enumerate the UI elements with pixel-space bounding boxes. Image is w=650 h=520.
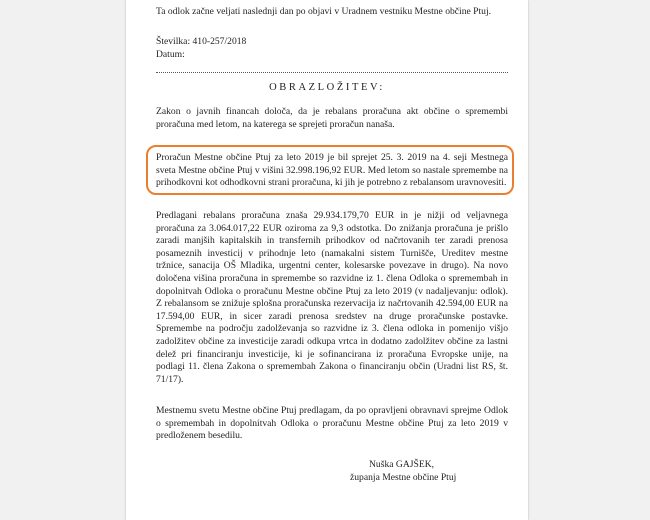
paragraph-2-highlighted: Proračun Mestne občine Ptuj za leto 2019 je bil sprejet 25. 3. 2019 na 4. seji Mestnega sveta Mestne občine Ptuj v višini 32.998.196,92 EUR. Med letom so nastale spremembe na prihodkovni kot odhodkovni strani proračuna, ki jih je potrebno z rebalansom uravnovesiti.	[156, 152, 508, 189]
document-page	[126, 0, 528, 520]
dotted-separator	[156, 72, 508, 73]
section-heading: OBRAZLOŽITEV:	[269, 82, 385, 93]
intro-text: Ta odlok začne veljati naslednji dan po objavi v Uradnem vestniku Mestne občine Ptuj.	[156, 6, 492, 17]
paragraph-4: Mestnemu svetu Mestne občine Ptuj predlagam, da po opravljeni obravnavi sprejme Odlok o spremembah in dopolnitvah Odloka o proračunu Mestne občine Ptuj za leto 2019 v predloženem besedilu.	[156, 405, 508, 442]
paragraph-3: Predlagani rebalans proračuna znaša 29.934.179,70 EUR in je nižji od veljavnega proračuna za 3.064.017,22 EUR oziroma za 9,3 odstotka. Do znižanja proračuna je prišlo zaradi manjših kapitalskih in transfernih prihodkov od načrtovanih ter zaradi prenosa posameznih investicij v prihodnje leto (namakalni sistem Turnišče, Ureditev mestne tržnice, sanacija OŠ Mladika, urgentni center, kolesarske povezave in drugo). Na novo določena višina proračuna in spremembe so razvidne iz 1. člena Odloka o spremembah in dopolnitvah Odloka o proračunu Mestne občine Ptuj za leto 2019 (v nadaljevanju: odlok). Z rebalansom se znižuje splošna proračunska rezervacija iz načrtovanih 42.594,00 EUR na 17.594,00 EUR, in sicer zaradi prenosa sredstev na druge proračunske postavke. Spremembe na področju zadolževanja so razvidne iz 3. člena odloka in pomenijo višjo zadolžitev občine za investicije zaradi odkupa vrtca in dodatno zadolžitev občine za lastni delež pri financiranju investicije, ki je sofinancirana iz proračuna Evropske unije, na podlagi 11. člena Zakona o spremembah Zakona o financiranju občin (Uradni list RS, št. 71/17).	[156, 210, 508, 385]
signature-name: Nuška GAJŠEK,	[369, 459, 435, 470]
document-number: Številka: 410-257/2018	[156, 36, 247, 47]
signature-title: županja Mestne občine Ptuj	[350, 472, 457, 483]
paragraph-1: Zakon o javnih financah določa, da je rebalans proračuna akt občine o spremembi proračuna med letom, na katerega se sprejeti proračun nanaša.	[156, 106, 508, 130]
date-label: Datum:	[156, 49, 185, 60]
